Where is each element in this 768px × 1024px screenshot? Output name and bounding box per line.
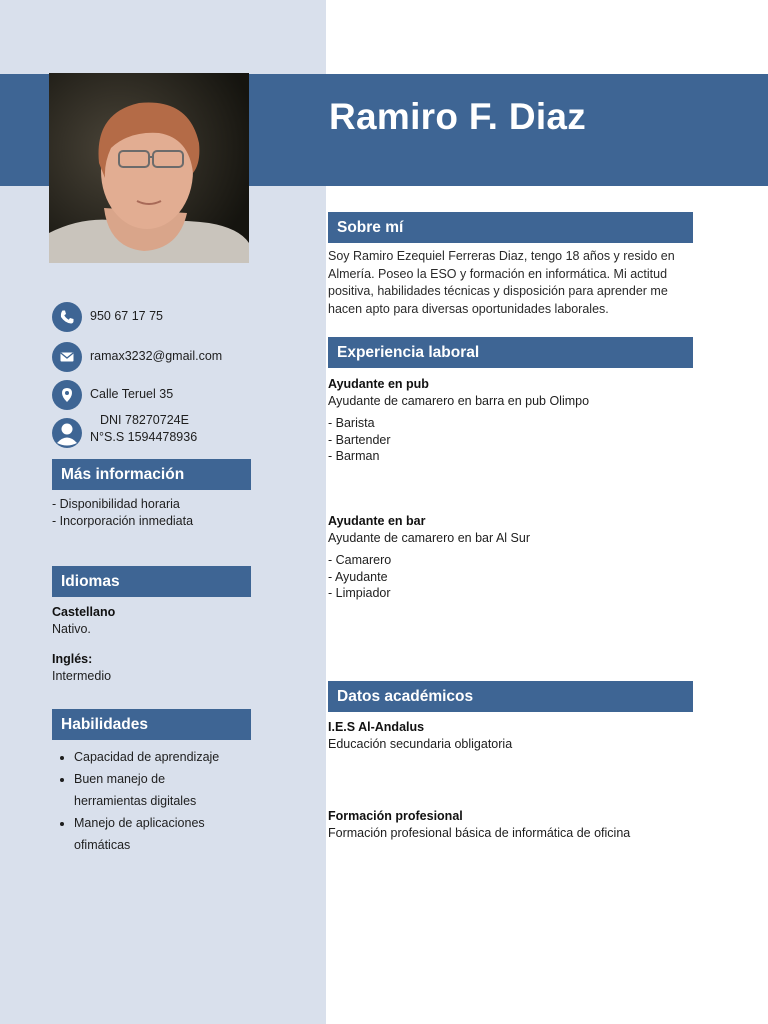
- idioma-castellano: [52, 604, 115, 637]
- job-entry: [328, 376, 589, 465]
- idioma-ingles: [52, 651, 111, 684]
- idioma-name: Castellano: [52, 605, 116, 619]
- contact-phone[interactable]: [52, 302, 322, 332]
- contact-id: [52, 413, 322, 448]
- job-task: - Barman: [328, 449, 380, 463]
- job-description: Ayudante de camarero en bar Al Sur: [328, 530, 530, 545]
- skill-item: • Buen manejo de herramientas digitales: [74, 768, 204, 812]
- candidate-name: Ramiro F. Diaz: [329, 96, 587, 137]
- contact-email[interactable]: [52, 342, 322, 372]
- mas-info-heading: Más información: [52, 459, 251, 490]
- skill-item: • Capacidad de aprendizaje: [74, 746, 324, 768]
- job-role: Ayudante en pub: [328, 377, 429, 391]
- academic-description: Formación profesional básica de informática de oficina: [328, 825, 631, 840]
- mas-info-list: [52, 496, 193, 529]
- academic-entry: [328, 719, 512, 752]
- job-description: Ayudante de camarero en barra en pub Olimpo: [328, 393, 590, 408]
- habilidades-list: [52, 746, 324, 856]
- mas-info-item: - Disponibilidad horaria: [52, 497, 180, 511]
- job-task: - Ayudante: [328, 569, 388, 584]
- dni-text: DNI 78270724E: [100, 413, 189, 427]
- mas-info-item: - Incorporación inmediata: [52, 513, 194, 528]
- location-pin-icon: [52, 380, 82, 410]
- nss-text: N°S.S 1594478936: [90, 430, 198, 444]
- job-role: Ayudante en bar: [328, 514, 426, 528]
- idiomas-heading: Idiomas: [52, 566, 251, 597]
- profile-photo: [49, 73, 249, 263]
- idioma-level: Intermedio: [52, 668, 112, 683]
- user-icon: [52, 418, 82, 448]
- academic-school: I.E.S Al-Andalus: [328, 720, 425, 734]
- email-text: ramax3232@gmail.com: [90, 349, 223, 363]
- job-task: - Bartender: [328, 432, 391, 447]
- idioma-name: Inglés:: [52, 652, 93, 666]
- idioma-level: Nativo.: [52, 621, 91, 636]
- job-task: - Barista: [328, 416, 375, 430]
- sobre-mi-text: Soy Ramiro Ezequiel Ferreras Diaz, tengo 18 años y resido en Almería. Poseo la ESO y formación en informática. Mi actitud positiva, habilidades técnicas y disposición para aprender me hacen apto para diversas oportunidades laborales.: [328, 249, 675, 316]
- job-task: - Limpiador: [328, 586, 391, 600]
- habilidades-heading: Habilidades: [52, 709, 251, 740]
- contact-address: [52, 380, 322, 410]
- job-task: - Camarero: [328, 553, 392, 567]
- sobre-mi-heading: Sobre mí: [328, 212, 693, 243]
- academic-school: Formación profesional: [328, 809, 463, 823]
- phone-icon: [52, 302, 82, 332]
- academic-description: Educación secundaria obligatoria: [328, 736, 513, 751]
- phone-text: 950 67 17 75: [90, 309, 163, 323]
- academicos-heading: Datos académicos: [328, 681, 693, 712]
- address-text: Calle Teruel 35: [90, 387, 174, 401]
- job-entry: [328, 513, 530, 602]
- mail-icon: [52, 342, 82, 372]
- experiencia-heading: Experiencia laboral: [328, 337, 693, 368]
- profile-photo-image: [49, 73, 249, 263]
- skill-item: • Manejo de aplicaciones ofimáticas: [74, 812, 224, 856]
- academic-entry: [328, 808, 630, 841]
